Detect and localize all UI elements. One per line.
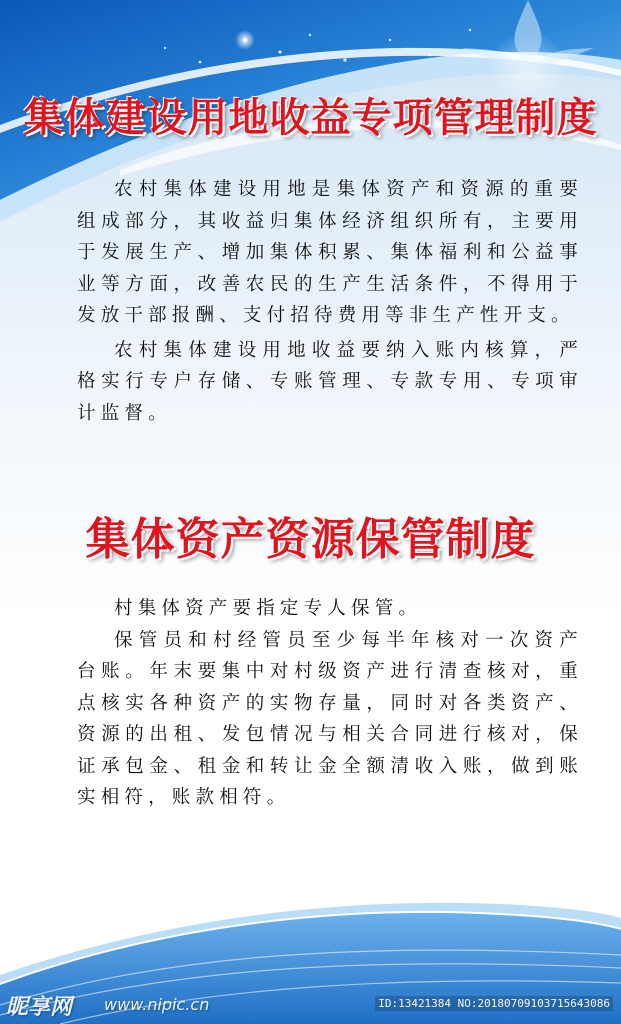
watermark-id: ID:13421384 NO:20180709103715643086 bbox=[375, 996, 613, 1011]
watermark-url: www.nipic.cn bbox=[104, 995, 210, 1014]
section1-body bbox=[77, 174, 583, 429]
watermark-logo: 昵享网 bbox=[6, 995, 73, 1020]
section2-body bbox=[77, 593, 583, 814]
section1-paragraph: 农村集体建设用地是集体资产和资源的重要组成部分，其收益归集体经济组织所有，主要用于发展生产、增加集体积累、集体福利和公益事业等方面，改善农民的生产生活条件，不得用于发放干部报酬、支付招待费用等非生产性开支。 bbox=[77, 179, 583, 326]
section2-paragraph: 保管员和村经管员至少每半年核对一次资产台账。年末要集中对村级资产进行清查核对，重点核实各种资产的实物存量，同时对各类资产、资源的出租、发包情况与相关合同进行核对，保证承包金、租金和转让金全额清收入账，做到账实相符，账款相符。 bbox=[77, 629, 583, 808]
section2-paragraph: 村集体资产要指定专人保管。 bbox=[114, 598, 423, 619]
section1-title: 集体建设用地收益专项管理制度 bbox=[23, 94, 598, 141]
section2-title: 集体资产资源保管制度 bbox=[85, 514, 536, 565]
section1-paragraph: 农村集体建设用地收益要纳入账内核算，严格实行专户存储、专账管理、专款专用、专项审计监督。 bbox=[77, 339, 583, 424]
